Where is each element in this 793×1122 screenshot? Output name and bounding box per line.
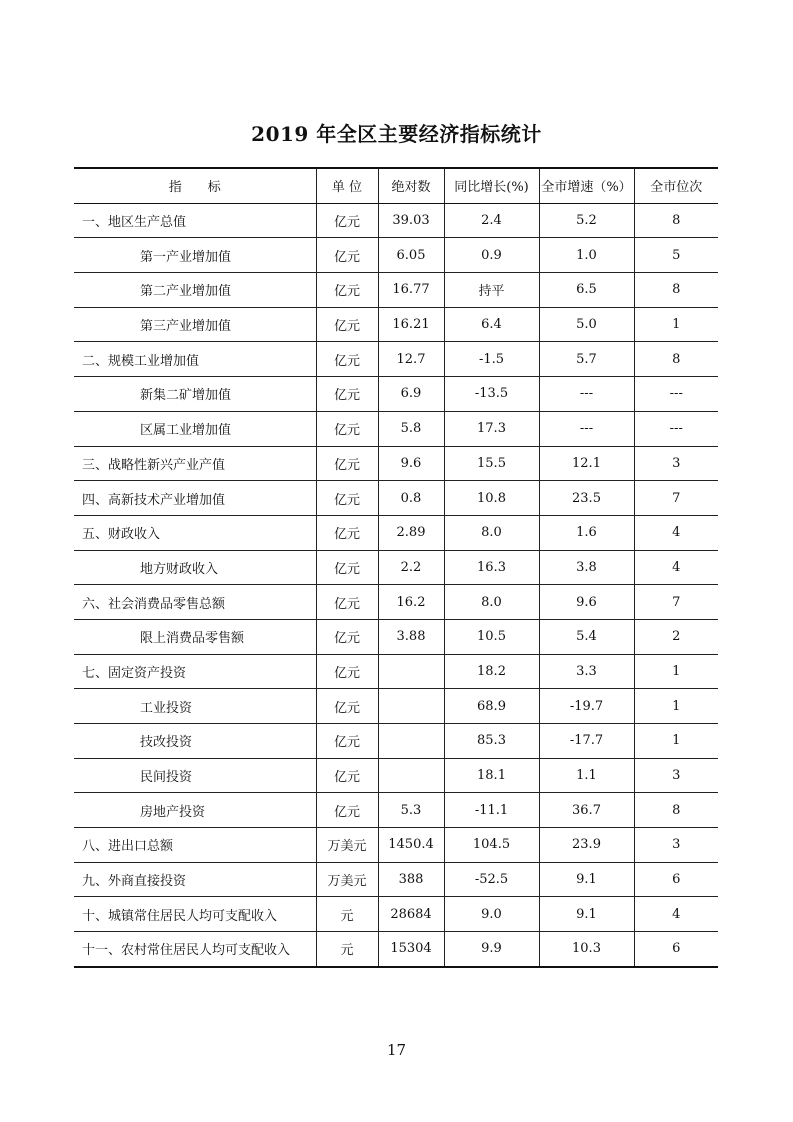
unit-cell: 亿元 bbox=[316, 481, 378, 516]
city-rank-cell: 7 bbox=[634, 481, 718, 516]
column-header-indicator: 指 标 bbox=[74, 168, 316, 203]
yoy-growth-cell: 85.3 bbox=[444, 724, 539, 759]
absolute-value-cell: 16.21 bbox=[378, 307, 444, 342]
indicator-name: 二、规模工业增加值 bbox=[74, 342, 316, 377]
yoy-growth-cell: 2.4 bbox=[444, 203, 539, 238]
indicator-name: 四、高新技术产业增加值 bbox=[74, 481, 316, 516]
absolute-value-cell: 15304 bbox=[378, 932, 444, 967]
unit-cell: 亿元 bbox=[316, 273, 378, 308]
indicator-name: 房地产投资 bbox=[74, 793, 316, 828]
economic-indicators-table bbox=[74, 167, 718, 968]
table-row bbox=[74, 377, 718, 412]
yoy-growth-cell: 8.0 bbox=[444, 515, 539, 550]
unit-cell: 亿元 bbox=[316, 689, 378, 724]
table-row bbox=[74, 273, 718, 308]
indicator-name: 第一产业增加值 bbox=[74, 238, 316, 273]
yoy-growth-cell: 持平 bbox=[444, 273, 539, 308]
unit-cell: 亿元 bbox=[316, 585, 378, 620]
absolute-value-cell: 3.88 bbox=[378, 619, 444, 654]
indicator-name: 十、城镇常住居民人均可支配收入 bbox=[74, 897, 316, 932]
city-rank-cell: 4 bbox=[634, 550, 718, 585]
table-row bbox=[74, 446, 718, 481]
unit-cell: 亿元 bbox=[316, 411, 378, 446]
yoy-growth-cell: -11.1 bbox=[444, 793, 539, 828]
city-rank-cell: 6 bbox=[634, 932, 718, 967]
city-growth-cell: 6.5 bbox=[539, 273, 634, 308]
absolute-value-cell: 0.8 bbox=[378, 481, 444, 516]
unit-cell: 亿元 bbox=[316, 550, 378, 585]
city-rank-cell: --- bbox=[634, 411, 718, 446]
unit-cell: 亿元 bbox=[316, 203, 378, 238]
absolute-value-cell: 16.77 bbox=[378, 273, 444, 308]
city-growth-cell: 9.1 bbox=[539, 862, 634, 897]
indicator-name: 地方财政收入 bbox=[74, 550, 316, 585]
yoy-growth-cell: -13.5 bbox=[444, 377, 539, 412]
column-header-yoy-growth: 同比增长(%) bbox=[444, 168, 539, 203]
indicator-name: 第二产业增加值 bbox=[74, 273, 316, 308]
table-row bbox=[74, 689, 718, 724]
city-rank-cell: 1 bbox=[634, 654, 718, 689]
city-rank-cell: 8 bbox=[634, 793, 718, 828]
table-row bbox=[74, 932, 718, 967]
column-header-city-growth: 全市增速（%） bbox=[539, 168, 634, 203]
city-growth-cell: 1.1 bbox=[539, 758, 634, 793]
yoy-growth-cell: 15.5 bbox=[444, 446, 539, 481]
table-row bbox=[74, 862, 718, 897]
unit-cell: 亿元 bbox=[316, 758, 378, 793]
city-growth-cell: 5.0 bbox=[539, 307, 634, 342]
table-row bbox=[74, 307, 718, 342]
yoy-growth-cell: 9.0 bbox=[444, 897, 539, 932]
table-row bbox=[74, 515, 718, 550]
absolute-value-cell: 12.7 bbox=[378, 342, 444, 377]
indicator-name: 新集二矿增加值 bbox=[74, 377, 316, 412]
absolute-value-cell: 1450.4 bbox=[378, 828, 444, 863]
city-rank-cell: 4 bbox=[634, 897, 718, 932]
city-growth-cell: 10.3 bbox=[539, 932, 634, 967]
table-row bbox=[74, 758, 718, 793]
unit-cell: 亿元 bbox=[316, 515, 378, 550]
indicator-name: 民间投资 bbox=[74, 758, 316, 793]
yoy-growth-cell: -1.5 bbox=[444, 342, 539, 377]
city-rank-cell: 1 bbox=[634, 307, 718, 342]
table-row bbox=[74, 481, 718, 516]
city-rank-cell: 2 bbox=[634, 619, 718, 654]
indicator-name: 限上消费品零售额 bbox=[74, 619, 316, 654]
table-row bbox=[74, 550, 718, 585]
city-growth-cell: 3.3 bbox=[539, 654, 634, 689]
yoy-growth-cell: 9.9 bbox=[444, 932, 539, 967]
yoy-growth-cell: 17.3 bbox=[444, 411, 539, 446]
yoy-growth-cell: 104.5 bbox=[444, 828, 539, 863]
city-growth-cell: --- bbox=[539, 377, 634, 412]
table-header-row bbox=[74, 168, 718, 203]
city-growth-cell: -17.7 bbox=[539, 724, 634, 759]
unit-cell: 亿元 bbox=[316, 238, 378, 273]
city-rank-cell: 1 bbox=[634, 689, 718, 724]
yoy-growth-cell: 10.5 bbox=[444, 619, 539, 654]
city-rank-cell: 8 bbox=[634, 273, 718, 308]
unit-cell: 亿元 bbox=[316, 342, 378, 377]
unit-cell: 亿元 bbox=[316, 619, 378, 654]
indicator-name: 区属工业增加值 bbox=[74, 411, 316, 446]
table-row bbox=[74, 238, 718, 273]
table-row bbox=[74, 585, 718, 620]
column-header-city-rank: 全市位次 bbox=[634, 168, 718, 203]
city-growth-cell: 1.0 bbox=[539, 238, 634, 273]
city-growth-cell: 5.7 bbox=[539, 342, 634, 377]
city-growth-cell: 5.2 bbox=[539, 203, 634, 238]
city-growth-cell: 3.8 bbox=[539, 550, 634, 585]
city-rank-cell: 4 bbox=[634, 515, 718, 550]
indicator-name: 七、固定资产投资 bbox=[74, 654, 316, 689]
absolute-value-cell bbox=[378, 689, 444, 724]
indicator-name: 工业投资 bbox=[74, 689, 316, 724]
absolute-value-cell bbox=[378, 654, 444, 689]
city-rank-cell: 1 bbox=[634, 724, 718, 759]
yoy-growth-cell: 8.0 bbox=[444, 585, 539, 620]
yoy-growth-cell: 18.2 bbox=[444, 654, 539, 689]
unit-cell: 亿元 bbox=[316, 654, 378, 689]
column-header-absolute: 绝对数 bbox=[378, 168, 444, 203]
yoy-growth-cell: 10.8 bbox=[444, 481, 539, 516]
city-rank-cell: 7 bbox=[634, 585, 718, 620]
absolute-value-cell: 2.89 bbox=[378, 515, 444, 550]
absolute-value-cell: 9.6 bbox=[378, 446, 444, 481]
city-growth-cell: 5.4 bbox=[539, 619, 634, 654]
absolute-value-cell: 5.8 bbox=[378, 411, 444, 446]
indicator-name: 五、财政收入 bbox=[74, 515, 316, 550]
yoy-growth-cell: 68.9 bbox=[444, 689, 539, 724]
document-title: 2019 年全区主要经济指标统计 bbox=[251, 122, 542, 146]
indicator-name: 三、战略性新兴产业产值 bbox=[74, 446, 316, 481]
table-row bbox=[74, 342, 718, 377]
city-growth-cell: 1.6 bbox=[539, 515, 634, 550]
absolute-value-cell: 28684 bbox=[378, 897, 444, 932]
city-growth-cell: 9.1 bbox=[539, 897, 634, 932]
unit-cell: 亿元 bbox=[316, 724, 378, 759]
absolute-value-cell bbox=[378, 724, 444, 759]
city-growth-cell: 23.9 bbox=[539, 828, 634, 863]
table-row bbox=[74, 897, 718, 932]
city-rank-cell: 5 bbox=[634, 238, 718, 273]
indicator-name: 九、外商直接投资 bbox=[74, 862, 316, 897]
yoy-growth-cell: 16.3 bbox=[444, 550, 539, 585]
table-row bbox=[74, 619, 718, 654]
city-growth-cell: 12.1 bbox=[539, 446, 634, 481]
table-row bbox=[74, 828, 718, 863]
city-rank-cell: 8 bbox=[634, 203, 718, 238]
city-growth-cell: 36.7 bbox=[539, 793, 634, 828]
table-row bbox=[74, 411, 718, 446]
yoy-growth-cell: 18.1 bbox=[444, 758, 539, 793]
indicator-name: 第三产业增加值 bbox=[74, 307, 316, 342]
unit-cell: 亿元 bbox=[316, 377, 378, 412]
yoy-growth-cell: -52.5 bbox=[444, 862, 539, 897]
indicator-name: 十一、农村常住居民人均可支配收入 bbox=[74, 932, 316, 967]
city-growth-cell: --- bbox=[539, 411, 634, 446]
unit-cell: 亿元 bbox=[316, 307, 378, 342]
absolute-value-cell: 16.2 bbox=[378, 585, 444, 620]
absolute-value-cell: 5.3 bbox=[378, 793, 444, 828]
indicator-name: 八、进出口总额 bbox=[74, 828, 316, 863]
city-rank-cell: 3 bbox=[634, 446, 718, 481]
yoy-growth-cell: 6.4 bbox=[444, 307, 539, 342]
city-growth-cell: -19.7 bbox=[539, 689, 634, 724]
city-rank-cell: --- bbox=[634, 377, 718, 412]
unit-cell: 元 bbox=[316, 932, 378, 967]
unit-cell: 亿元 bbox=[316, 446, 378, 481]
absolute-value-cell: 388 bbox=[378, 862, 444, 897]
indicator-name: 六、社会消费品零售总额 bbox=[74, 585, 316, 620]
absolute-value-cell: 39.03 bbox=[378, 203, 444, 238]
unit-cell: 元 bbox=[316, 897, 378, 932]
absolute-value-cell bbox=[378, 758, 444, 793]
page-number: 17 bbox=[386, 1041, 407, 1059]
yoy-growth-cell: 0.9 bbox=[444, 238, 539, 273]
unit-cell: 亿元 bbox=[316, 793, 378, 828]
city-rank-cell: 8 bbox=[634, 342, 718, 377]
table-row bbox=[74, 793, 718, 828]
indicator-name: 一、地区生产总值 bbox=[74, 203, 316, 238]
indicator-name: 技改投资 bbox=[74, 724, 316, 759]
table-row bbox=[74, 654, 718, 689]
absolute-value-cell: 6.9 bbox=[378, 377, 444, 412]
table-row bbox=[74, 724, 718, 759]
city-rank-cell: 6 bbox=[634, 862, 718, 897]
city-rank-cell: 3 bbox=[634, 758, 718, 793]
absolute-value-cell: 2.2 bbox=[378, 550, 444, 585]
column-header-unit: 单 位 bbox=[316, 168, 378, 203]
city-growth-cell: 23.5 bbox=[539, 481, 634, 516]
table-row bbox=[74, 203, 718, 238]
unit-cell: 万美元 bbox=[316, 828, 378, 863]
absolute-value-cell: 6.05 bbox=[378, 238, 444, 273]
city-growth-cell: 9.6 bbox=[539, 585, 634, 620]
city-rank-cell: 3 bbox=[634, 828, 718, 863]
unit-cell: 万美元 bbox=[316, 862, 378, 897]
